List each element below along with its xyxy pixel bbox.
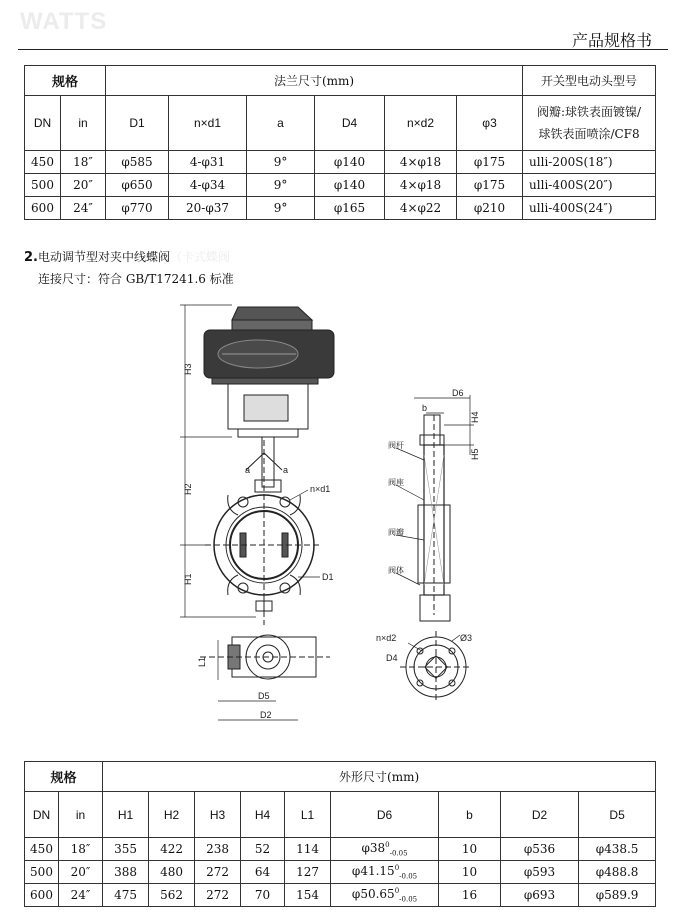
table-cell: φ175 — [457, 174, 523, 197]
valve-drawing — [0, 295, 700, 735]
table-cell: 154 — [285, 884, 331, 907]
document-title: 产品规格书 — [571, 31, 652, 50]
part-body: 阀体 — [388, 566, 404, 575]
d6-upper-tol: 0 — [385, 840, 390, 849]
table-cell: φ770 — [106, 197, 169, 220]
table-cell: 388 — [103, 861, 149, 884]
col-h3: H3 — [195, 792, 241, 838]
table-cell: 9° — [247, 197, 315, 220]
note-line-2: 球铁表面喷涂/CF8 — [538, 127, 640, 141]
table-cell: 450 — [25, 838, 59, 861]
col-nxd1: n×d1 — [169, 96, 247, 151]
col-d2: D2 — [501, 792, 579, 838]
table-cell: 10 — [439, 838, 501, 861]
table-row — [25, 197, 656, 220]
part-seat: 阀座 — [388, 478, 404, 487]
flange-spec-table — [24, 65, 656, 220]
dim-nxd1: n×d1 — [310, 484, 331, 494]
table-cell: 20″ — [61, 174, 106, 197]
dim-d5: D5 — [258, 691, 270, 701]
dim-nxd2: n×d2 — [376, 633, 397, 643]
col-nxd2: n×d2 — [385, 96, 457, 151]
table-cell: 70 — [241, 884, 285, 907]
col-b: b — [439, 792, 501, 838]
table-cell — [331, 838, 439, 861]
col-d5: D5 — [579, 792, 656, 838]
table-cell: 600 — [25, 197, 61, 220]
dimension-lines-right — [396, 395, 474, 585]
table-cell: 52 — [241, 838, 285, 861]
table-row — [25, 174, 656, 197]
d6-value: φ41.15 — [351, 863, 395, 878]
table-cell: 500 — [25, 174, 61, 197]
table-cell: 9° — [247, 151, 315, 174]
dim-h3: H3 — [183, 363, 193, 375]
outline-dimension-table — [24, 761, 656, 907]
dim-d1: D1 — [322, 572, 334, 582]
table-cell: φ438.5 — [579, 838, 656, 861]
d6-value: φ50.65 — [351, 886, 395, 901]
table-cell: φ693 — [501, 884, 579, 907]
table-cell: 18″ — [61, 151, 106, 174]
dim-d4: D4 — [386, 653, 398, 663]
table-cell: 238 — [195, 838, 241, 861]
table-cell: φ488.8 — [579, 861, 656, 884]
table-cell: 20-φ37 — [169, 197, 247, 220]
d6-value: φ38 — [361, 840, 386, 855]
table-cell: 355 — [103, 838, 149, 861]
col-h2: H2 — [149, 792, 195, 838]
outline-header: 外形尺寸(mm) — [103, 762, 656, 792]
table-cell: φ650 — [106, 174, 169, 197]
table-cell — [331, 861, 439, 884]
col-h1: H1 — [103, 792, 149, 838]
col-in: in — [59, 792, 103, 838]
table-cell: 18″ — [59, 838, 103, 861]
note-line-1: 阀瓣:球铁表面镀镍/ — [537, 105, 642, 119]
part-stem: 阀杆 — [388, 441, 404, 450]
table-cell: φ589.9 — [579, 884, 656, 907]
dim-h4: H4 — [470, 411, 480, 423]
dim-h1: H1 — [183, 573, 193, 585]
table-row — [25, 861, 656, 884]
table-cell: 422 — [149, 838, 195, 861]
table-cell: 600 — [25, 884, 59, 907]
table-cell — [331, 884, 439, 907]
table-cell: 10 — [439, 861, 501, 884]
spec-header: 规格 — [25, 762, 103, 792]
table-cell: 4-φ34 — [169, 174, 247, 197]
table-row — [25, 884, 656, 907]
table-cell: ulli-400S(20″) — [523, 174, 656, 197]
table-cell: 475 — [103, 884, 149, 907]
dim-b: b — [422, 403, 428, 413]
dim-phi3: Ø3 — [460, 633, 473, 643]
d6-upper-tol: 0 — [394, 886, 400, 895]
section-title-faint: （卡式蝶阀 — [170, 250, 231, 264]
table-cell: 24″ — [59, 884, 103, 907]
col-d4: D4 — [315, 96, 385, 151]
table-row — [25, 838, 656, 861]
d6-lower-tol: -0.05 — [399, 872, 418, 881]
table-cell: 450 — [25, 151, 61, 174]
section-title — [24, 248, 230, 265]
valve-body-front — [205, 437, 320, 625]
spec-header: 规格 — [25, 66, 106, 96]
d6-upper-tol: 0 — [394, 863, 400, 872]
dim-a-right: a — [283, 465, 289, 475]
table-cell: ulli-400S(24″) — [523, 197, 656, 220]
col-dn: DN — [25, 792, 59, 838]
table-cell: 500 — [25, 861, 59, 884]
table-cell: 20″ — [59, 861, 103, 884]
section-title-text: 电动调节型对夹中线蝶阀 — [37, 250, 170, 264]
table-cell: φ210 — [457, 197, 523, 220]
col-d6: D6 — [331, 792, 439, 838]
table-cell: φ165 — [315, 197, 385, 220]
table-cell: 562 — [149, 884, 195, 907]
dim-h2: H2 — [183, 483, 193, 495]
dim-l1: L1 — [197, 656, 207, 667]
brand-logo: WATTS — [20, 8, 108, 35]
valve-top-view — [200, 635, 330, 720]
disc-material-note — [523, 96, 656, 151]
d6-lower-tol: -0.05 — [389, 849, 408, 858]
table-cell: φ140 — [315, 174, 385, 197]
table-cell: 64 — [241, 861, 285, 884]
table-cell: φ536 — [501, 838, 579, 861]
dim-d2: D2 — [260, 710, 272, 720]
col-a: a — [247, 96, 315, 151]
part-disc: 阀瓣 — [388, 528, 404, 537]
table-cell: 4×φ18 — [385, 174, 457, 197]
actuator — [204, 307, 334, 437]
table-cell: 4×φ18 — [385, 151, 457, 174]
actuator-header: 开关型电动头型号 — [523, 66, 656, 96]
col-l1: L1 — [285, 792, 331, 838]
table-cell: ulli-200S(18″) — [523, 151, 656, 174]
table-cell: 9° — [247, 174, 315, 197]
table-cell: 24″ — [61, 197, 106, 220]
table-cell: 272 — [195, 861, 241, 884]
table-cell: φ140 — [315, 151, 385, 174]
dim-h5: H5 — [470, 448, 480, 460]
col-dn: DN — [25, 96, 61, 151]
d6-lower-tol: -0.05 — [399, 895, 418, 904]
col-phi3: φ3 — [457, 96, 523, 151]
table-cell: 4-φ31 — [169, 151, 247, 174]
table-cell: 16 — [439, 884, 501, 907]
table-cell: 114 — [285, 838, 331, 861]
col-h4: H4 — [241, 792, 285, 838]
section-number: 2. — [24, 250, 38, 265]
table-cell: 4×φ22 — [385, 197, 457, 220]
dim-d6: D6 — [452, 388, 464, 398]
flange-header: 法兰尺寸(mm) — [106, 66, 523, 96]
table-cell: 480 — [149, 861, 195, 884]
table-cell: 272 — [195, 884, 241, 907]
table-cell: 127 — [285, 861, 331, 884]
valve-section-view — [418, 415, 450, 621]
table-cell: φ593 — [501, 861, 579, 884]
table-row — [25, 151, 656, 174]
col-in: in — [61, 96, 106, 151]
col-d1: D1 — [106, 96, 169, 151]
table-cell: φ585 — [106, 151, 169, 174]
header-rule — [18, 49, 668, 50]
dim-a-left: a — [245, 465, 251, 475]
table-cell: φ175 — [457, 151, 523, 174]
connection-standard: 连接尺寸：符合 GB/T17241.6 标准 — [38, 272, 234, 286]
